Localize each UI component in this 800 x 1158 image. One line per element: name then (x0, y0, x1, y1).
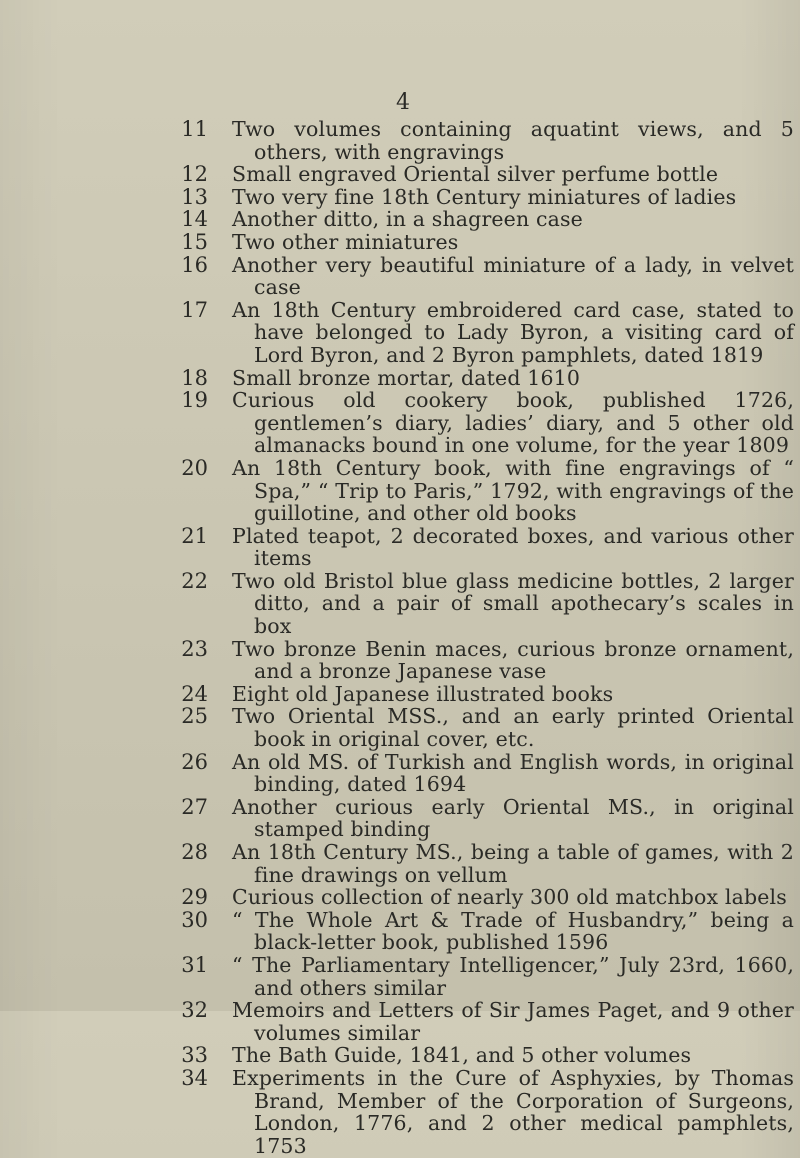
lot-description: Curious old cookery book, published 1726, gentlemen’s diary, ladies’ diary, and 5 other old almanacks bound in one volume, for the year 1809 (232, 388, 794, 458)
lot-description: Another ditto, in a shagreen case (232, 207, 583, 232)
lot-entry (0, 208, 800, 231)
lot-entry (0, 299, 800, 367)
lot-description: An 18th Century MS., being a table of games, with 2 fine drawings on vellum (232, 840, 794, 887)
lot-entry (0, 751, 800, 796)
lot-number: 27 (181, 794, 208, 819)
lot-number: 15 (181, 229, 208, 254)
lot-number: 29 (181, 885, 208, 910)
lot-entry (0, 999, 800, 1044)
lot-number: 19 (181, 388, 208, 413)
lot-description: Small engraved Oriental silver perfume bottle (232, 162, 719, 187)
lot-number: 26 (181, 749, 208, 774)
lot-description: Two very fine 18th Century miniatures of ladies (232, 184, 737, 209)
lot-entry (0, 1067, 800, 1157)
lot-description: Memoirs and Letters of Sir James Paget, and 9 other volumes similar (232, 998, 794, 1045)
lot-entry (0, 1044, 800, 1067)
lot-entry (0, 683, 800, 706)
lot-number: 33 (181, 1043, 208, 1068)
lot-entry (0, 954, 800, 999)
lot-number: 20 (181, 455, 208, 480)
lot-number: 12 (181, 162, 208, 187)
lot-description: “ The Parliamentary Intelligencer,” July 23rd, 1660, and others similar (232, 952, 794, 1000)
lot-entry (0, 841, 800, 886)
lot-number: 24 (181, 681, 208, 706)
lot-description: “ The Whole Art & Trade of Husbandry,” being a black-letter book, published 1596 (232, 907, 794, 955)
lot-number: 16 (181, 252, 208, 277)
lot-description: Two Oriental MSS., and an early printed Oriental book in original cover, etc. (232, 704, 794, 752)
lot-number: 18 (181, 365, 208, 390)
lot-description: Another very beautiful miniature of a lady, in velvet case (232, 252, 794, 300)
lot-entry (0, 570, 800, 638)
lot-description: An 18th Century book, with fine engravings of “ Spa,” “ Trip to Paris,” 1792, with engravings of the guillotine, and other old books (232, 455, 794, 526)
lot-description: An old MS. of Turkish and English words, in original binding, dated 1694 (232, 749, 794, 797)
lot-entry (0, 367, 800, 390)
lot-description: Another curious early Oriental MS., in original stamped binding (232, 794, 794, 842)
lot-number: 17 (181, 297, 208, 322)
lot-description: Eight old Japanese illustrated books (232, 681, 614, 706)
lot-entry (0, 254, 800, 299)
lot-number: 28 (181, 840, 208, 864)
lot-number: 11 (181, 117, 208, 141)
lot-number: 13 (181, 184, 208, 209)
lot-number: 32 (181, 998, 208, 1023)
page-number: 4 (396, 90, 410, 115)
lot-number: 25 (181, 704, 208, 729)
lot-number: 21 (181, 523, 208, 548)
lot-entry (0, 525, 800, 570)
lot-entry (0, 705, 800, 750)
lot-entry (0, 886, 800, 909)
lot-description: Two other miniatures (232, 229, 459, 254)
lot-number: 34 (181, 1065, 208, 1090)
lot-description: An 18th Century embroidered card case, stated to have belonged to Lady Byron, a visiting card of Lord Byron, and 2 Byron pamphlets, dated 1819 (232, 297, 794, 367)
lot-description: Plated teapot, 2 decorated boxes, and various other items (232, 523, 794, 571)
lot-description: Curious collection of nearly 300 old matchbox labels (232, 885, 787, 910)
lot-entry (0, 186, 800, 209)
lot-number: 31 (181, 952, 208, 977)
lot-list (0, 118, 800, 1157)
lot-description: Small bronze mortar, dated 1610 (232, 365, 581, 390)
lot-entry (0, 796, 800, 841)
lot-entry (0, 163, 800, 186)
lot-entry (0, 457, 800, 525)
lot-number: 23 (181, 636, 208, 661)
lot-entry (0, 118, 800, 163)
lot-entry (0, 909, 800, 954)
lot-number: 30 (181, 907, 208, 932)
lot-description: Experiments in the Cure of Asphyxies, by Thomas Brand, Member of the Corporation of Surgeons, London, 1776, and 2 other medical pamphlets, 1753 (232, 1065, 794, 1158)
lot-description: Two old Bristol blue glass medicine bottles, 2 larger ditto, and a pair of small apothecary’s scales in box (232, 568, 794, 639)
lot-entry (0, 231, 800, 254)
lot-description: Two bronze Benin maces, curious bronze ornament, and a bronze Japanese vase (232, 636, 794, 684)
lot-number: 14 (181, 207, 208, 232)
lot-description: The Bath Guide, 1841, and 5 other volumes (232, 1043, 692, 1068)
lot-description: Two volumes containing aquatint views, and 5 others, with engravings (232, 117, 794, 164)
lot-number: 22 (181, 568, 208, 593)
lot-entry (0, 638, 800, 683)
lot-entry (0, 389, 800, 457)
